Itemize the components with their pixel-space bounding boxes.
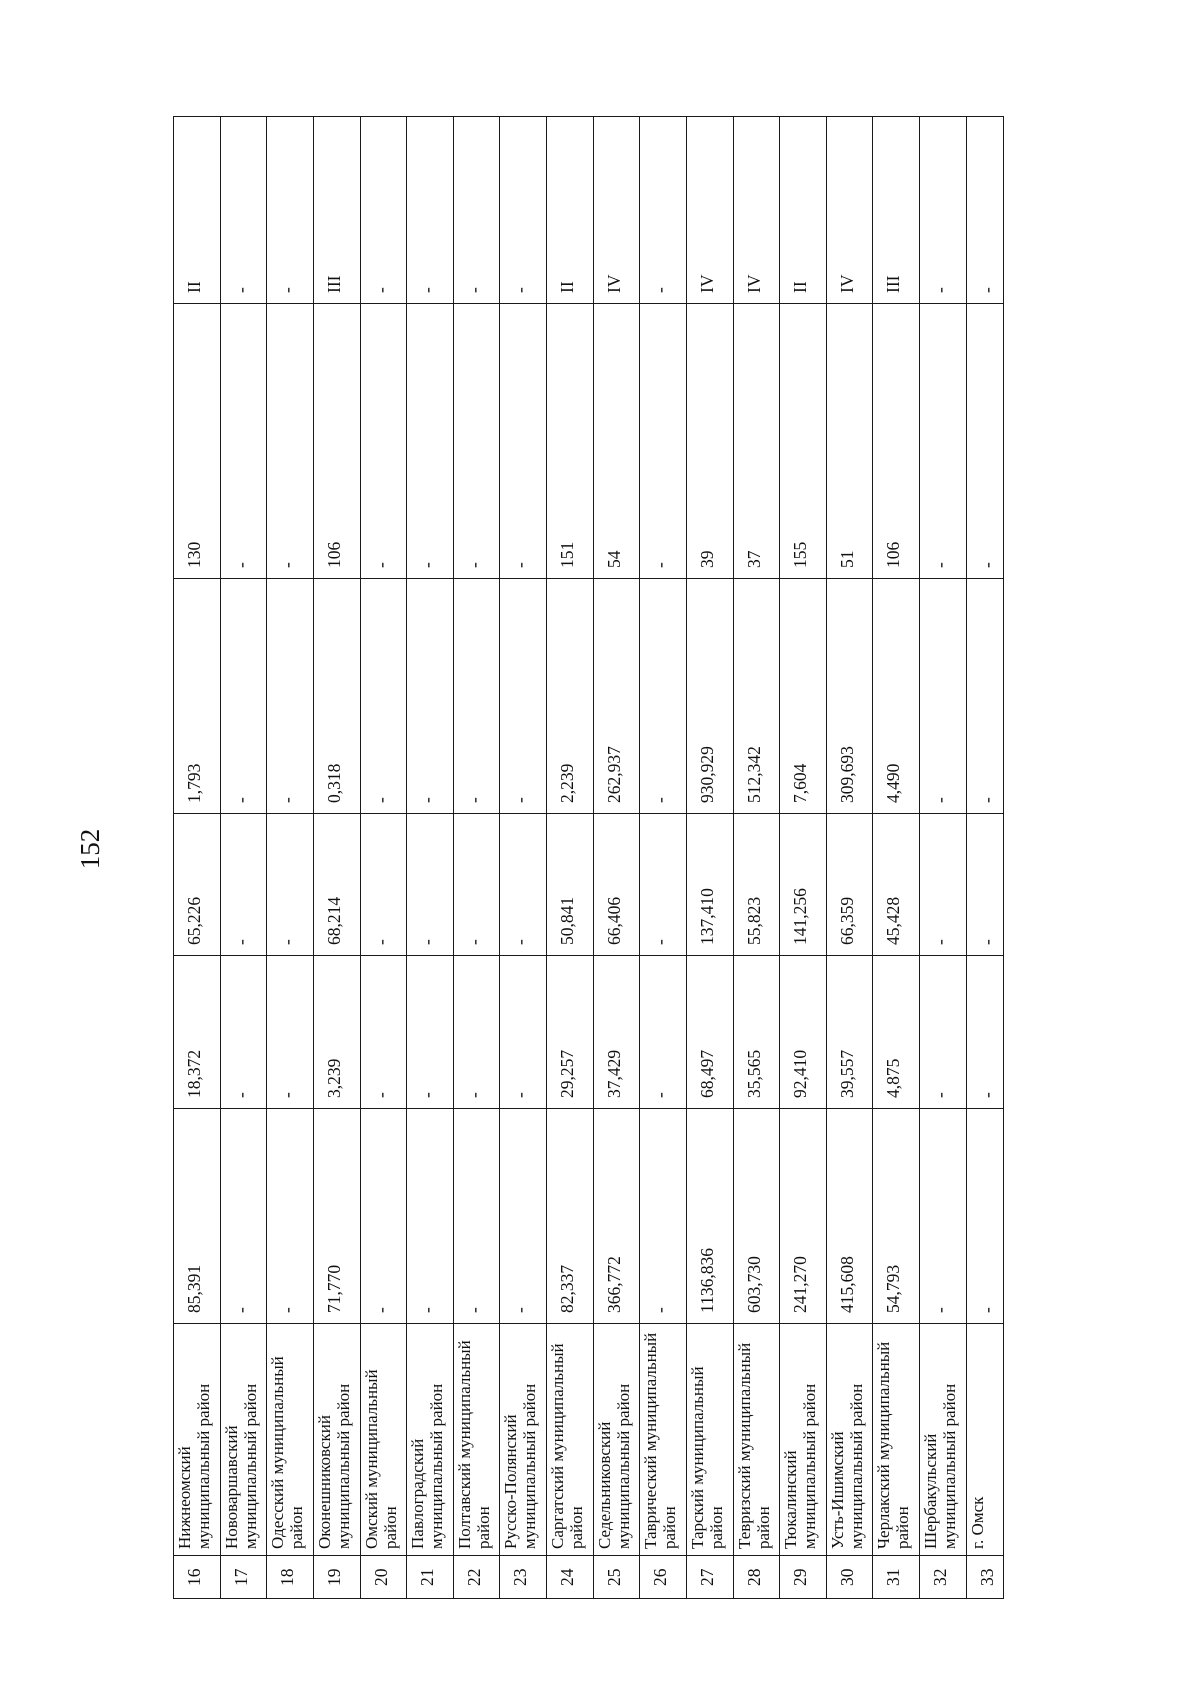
value-col-1: 241,270	[780, 1109, 827, 1324]
district-name: Одесский муниципальный район	[267, 1324, 314, 1556]
value-col-4: -	[360, 579, 407, 814]
value-col-5: 37	[733, 304, 780, 579]
value-col-3: 137,410	[686, 814, 733, 956]
value-col-5: -	[453, 304, 500, 579]
district-name: Таврический муниципальный район	[640, 1324, 687, 1556]
category-cell: IV	[826, 117, 873, 304]
value-col-3: -	[500, 814, 547, 956]
value-col-1: -	[640, 1109, 687, 1324]
row-number: 29	[780, 1556, 827, 1599]
category-cell: IV	[686, 117, 733, 304]
value-col-2: 35,565	[733, 956, 780, 1109]
page-number: 152	[75, 828, 105, 870]
district-name: г. Омск	[966, 1324, 1003, 1556]
row-number: 22	[453, 1556, 500, 1599]
category-cell: -	[640, 117, 687, 304]
value-col-3: 141,256	[780, 814, 827, 956]
value-col-2: -	[500, 956, 547, 1109]
table-row	[360, 117, 407, 1599]
district-name: Павлоградский муниципальный район	[407, 1324, 454, 1556]
value-col-1: -	[453, 1109, 500, 1324]
value-col-2: 68,497	[686, 956, 733, 1109]
value-col-4: -	[267, 579, 314, 814]
value-col-1: 1136,836	[686, 1109, 733, 1324]
value-col-4: -	[500, 579, 547, 814]
row-number: 25	[593, 1556, 640, 1599]
value-col-2: -	[640, 956, 687, 1109]
row-number: 16	[174, 1556, 221, 1599]
row-number: 32	[920, 1556, 967, 1599]
value-col-2: -	[453, 956, 500, 1109]
value-col-4: -	[920, 579, 967, 814]
category-cell: IV	[593, 117, 640, 304]
value-col-4: 262,937	[593, 579, 640, 814]
value-col-1: -	[920, 1109, 967, 1324]
category-cell: III	[313, 117, 360, 304]
value-col-2: 4,875	[873, 956, 920, 1109]
row-number: 23	[500, 1556, 547, 1599]
value-col-5: 155	[780, 304, 827, 579]
value-col-5: 54	[593, 304, 640, 579]
rotated-table-wrapper	[173, 117, 1004, 1599]
value-col-1: -	[500, 1109, 547, 1324]
value-col-5: 51	[826, 304, 873, 579]
value-col-4: 0,318	[313, 579, 360, 814]
value-col-1: -	[407, 1109, 454, 1324]
district-name: Усть-Ишимский муниципальный район	[826, 1324, 873, 1556]
table-row	[593, 117, 640, 1599]
value-col-3: -	[640, 814, 687, 956]
value-col-2: 3,239	[313, 956, 360, 1109]
value-col-5: -	[220, 304, 267, 579]
value-col-5: -	[920, 304, 967, 579]
table-row	[640, 117, 687, 1599]
row-number: 30	[826, 1556, 873, 1599]
value-col-4: 930,929	[686, 579, 733, 814]
value-col-2: -	[920, 956, 967, 1109]
row-number: 18	[267, 1556, 314, 1599]
category-cell: -	[267, 117, 314, 304]
table-row	[313, 117, 360, 1599]
value-col-3: -	[407, 814, 454, 956]
district-name: Тевризский муниципальный район	[733, 1324, 780, 1556]
value-col-1: -	[267, 1109, 314, 1324]
value-col-2: -	[360, 956, 407, 1109]
table-row	[500, 117, 547, 1599]
value-col-4: -	[220, 579, 267, 814]
value-col-3: -	[220, 814, 267, 956]
value-col-4: -	[640, 579, 687, 814]
table-row	[220, 117, 267, 1599]
value-col-5: -	[966, 304, 1003, 579]
value-col-5: -	[267, 304, 314, 579]
table-container	[173, 117, 1004, 1599]
value-col-5: -	[407, 304, 454, 579]
value-col-5: -	[360, 304, 407, 579]
category-cell: II	[547, 117, 594, 304]
value-col-1: -	[220, 1109, 267, 1324]
category-cell: -	[966, 117, 1003, 304]
category-cell: III	[873, 117, 920, 304]
row-number: 33	[966, 1556, 1003, 1599]
value-col-2: -	[407, 956, 454, 1109]
value-col-5: 106	[873, 304, 920, 579]
value-col-1: -	[966, 1109, 1003, 1324]
value-col-1: 71,770	[313, 1109, 360, 1324]
table-row	[733, 117, 780, 1599]
value-col-4: 309,693	[826, 579, 873, 814]
value-col-3: -	[966, 814, 1003, 956]
table-row	[873, 117, 920, 1599]
table-row	[686, 117, 733, 1599]
category-cell: -	[220, 117, 267, 304]
category-cell: -	[453, 117, 500, 304]
value-col-3: 55,823	[733, 814, 780, 956]
district-name: Полтавский муниципальный район	[453, 1324, 500, 1556]
value-col-1: 415,608	[826, 1109, 873, 1324]
district-name: Шербакульский муниципальный район	[920, 1324, 967, 1556]
value-col-4: 2,239	[547, 579, 594, 814]
row-number: 24	[547, 1556, 594, 1599]
value-col-2: -	[966, 956, 1003, 1109]
category-cell: -	[360, 117, 407, 304]
district-name: Нововаршавский муниципальный район	[220, 1324, 267, 1556]
value-col-5: 106	[313, 304, 360, 579]
data-table	[173, 116, 1004, 1599]
value-col-4: 512,342	[733, 579, 780, 814]
category-cell: II	[780, 117, 827, 304]
district-name: Седельниковский муниципальный район	[593, 1324, 640, 1556]
value-col-2: 39,557	[826, 956, 873, 1109]
table-row	[174, 117, 221, 1599]
district-name: Черлакский муниципальный район	[873, 1324, 920, 1556]
table-body	[174, 117, 1004, 1599]
category-cell: -	[407, 117, 454, 304]
value-col-4: -	[453, 579, 500, 814]
value-col-3: -	[360, 814, 407, 956]
value-col-2: 92,410	[780, 956, 827, 1109]
value-col-5: 39	[686, 304, 733, 579]
district-name: Оконешниковский муниципальный район	[313, 1324, 360, 1556]
value-col-1: 366,772	[593, 1109, 640, 1324]
value-col-4: -	[407, 579, 454, 814]
district-name: Тюкалинский муниципальный район	[780, 1324, 827, 1556]
row-number: 17	[220, 1556, 267, 1599]
row-number: 19	[313, 1556, 360, 1599]
value-col-5: -	[500, 304, 547, 579]
table-row	[453, 117, 500, 1599]
table-row	[407, 117, 454, 1599]
row-number: 26	[640, 1556, 687, 1599]
row-number: 27	[686, 1556, 733, 1599]
table-row	[966, 117, 1003, 1599]
value-col-3: 50,841	[547, 814, 594, 956]
value-col-3: 45,428	[873, 814, 920, 956]
value-col-3: 65,226	[174, 814, 221, 956]
value-col-4: 1,793	[174, 579, 221, 814]
value-col-4: -	[966, 579, 1003, 814]
table-row	[780, 117, 827, 1599]
value-col-1: 85,391	[174, 1109, 221, 1324]
category-cell: IV	[733, 117, 780, 304]
value-col-1: 54,793	[873, 1109, 920, 1324]
district-name: Нижнеомский муниципальный район	[174, 1324, 221, 1556]
value-col-3: -	[453, 814, 500, 956]
category-cell: -	[920, 117, 967, 304]
district-name: Русско-Полянский муниципальный район	[500, 1324, 547, 1556]
category-cell: II	[174, 117, 221, 304]
category-cell: -	[500, 117, 547, 304]
district-name: Омский муниципальный район	[360, 1324, 407, 1556]
value-col-2: 37,429	[593, 956, 640, 1109]
table-row	[826, 117, 873, 1599]
table-row	[267, 117, 314, 1599]
value-col-3: 66,406	[593, 814, 640, 956]
row-number: 31	[873, 1556, 920, 1599]
value-col-1: 82,337	[547, 1109, 594, 1324]
value-col-2: 29,257	[547, 956, 594, 1109]
table-row	[547, 117, 594, 1599]
value-col-5: 151	[547, 304, 594, 579]
value-col-3: -	[267, 814, 314, 956]
row-number: 21	[407, 1556, 454, 1599]
value-col-4: 7,604	[780, 579, 827, 814]
value-col-5: 130	[174, 304, 221, 579]
value-col-4: 4,490	[873, 579, 920, 814]
row-number: 20	[360, 1556, 407, 1599]
value-col-5: -	[640, 304, 687, 579]
value-col-2: -	[267, 956, 314, 1109]
table-row	[920, 117, 967, 1599]
district-name: Тарский муниципальный район	[686, 1324, 733, 1556]
value-col-2: 18,372	[174, 956, 221, 1109]
value-col-2: -	[220, 956, 267, 1109]
value-col-3: 68,214	[313, 814, 360, 956]
district-name: Саргатский муниципальный район	[547, 1324, 594, 1556]
row-number: 28	[733, 1556, 780, 1599]
value-col-1: -	[360, 1109, 407, 1324]
value-col-3: 66,359	[826, 814, 873, 956]
value-col-3: -	[920, 814, 967, 956]
value-col-1: 603,730	[733, 1109, 780, 1324]
